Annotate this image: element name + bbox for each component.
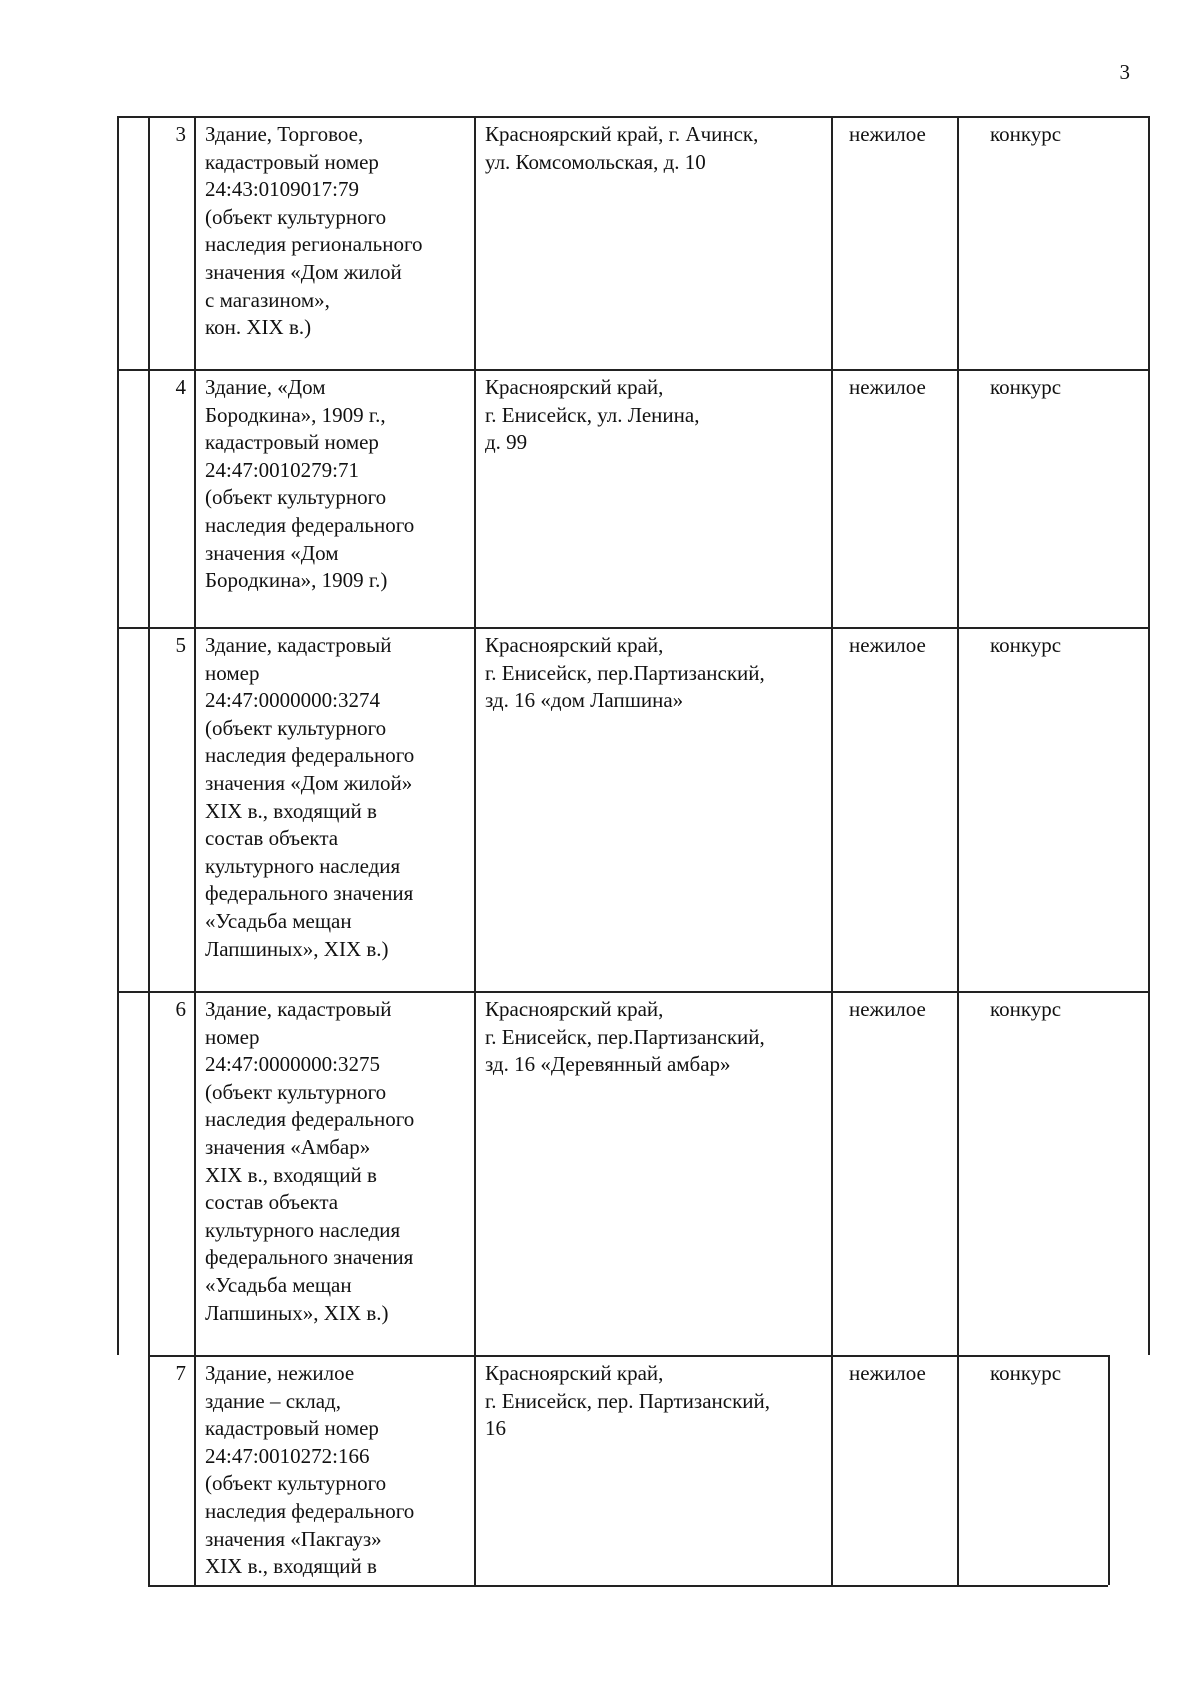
table-border-right: [1148, 627, 1150, 991]
column-divider: [957, 991, 959, 1355]
column-divider: [831, 627, 833, 991]
table-border-right: [1148, 369, 1150, 627]
row-number: 3: [175, 122, 186, 146]
column-divider: [194, 116, 196, 369]
column-divider: [194, 1355, 196, 1585]
column-divider: [194, 991, 196, 1355]
column-divider: [957, 1355, 959, 1585]
row-divider: [117, 369, 1148, 371]
row-divider: [117, 627, 1148, 629]
column-divider: [831, 1355, 833, 1585]
table-border-right: [1148, 991, 1150, 1355]
object-description: Здание, кадастровый номер 24:47:0000000:3275 (объект культурного наследия федерального значения «Амбар» XIX в., входящий в состав объекта культурного наследия федерального значения «Усадьба мещан Лапшиных», XIX в.): [205, 997, 415, 1325]
column-divider: [474, 1355, 476, 1585]
table-border-left: [148, 1355, 150, 1585]
table-border-left: [148, 116, 150, 369]
column-divider: [474, 991, 476, 1355]
row-number: 6: [175, 997, 186, 1021]
sale-method: конкурс: [990, 122, 1062, 146]
object-type: нежилое: [849, 375, 926, 399]
object-description: Здание, нежилое здание – склад, кадастровый номер 24:47:0010272:166 (объект культурного наследия федерального значения «Пакгауз» XIX в., входящий в: [205, 1361, 415, 1579]
table-border-left: [148, 627, 150, 991]
table-border-bottom: [148, 1585, 1108, 1587]
column-divider: [831, 116, 833, 369]
column-divider: [957, 627, 959, 991]
column-divider: [831, 991, 833, 1355]
page-number: 3: [1119, 60, 1130, 84]
column-divider: [831, 369, 833, 627]
object-type: нежилое: [849, 1361, 926, 1385]
row-number: 4: [175, 375, 186, 399]
object-address: Красноярский край, г. Енисейск, ул. Ленина, д. 99: [485, 375, 700, 455]
object-address: Красноярский край, г. Енисейск, пер.Партизанский, зд. 16 «Деревянный амбар»: [485, 997, 765, 1077]
sale-method: конкурс: [990, 997, 1062, 1021]
table-border-left: [148, 369, 150, 627]
column-divider: [194, 369, 196, 627]
column-divider: [194, 627, 196, 991]
table-border-right: [1108, 1355, 1110, 1585]
row-number: 5: [175, 633, 186, 657]
object-type: нежилое: [849, 122, 926, 146]
object-address: Красноярский край, г. Енисейск, пер. Партизанский, 16: [485, 1361, 770, 1441]
sale-method: конкурс: [990, 375, 1062, 399]
object-address: Красноярский край, г. Енисейск, пер.Партизанский, зд. 16 «дом Лапшина»: [485, 633, 765, 713]
column-divider: [474, 627, 476, 991]
object-type: нежилое: [849, 633, 926, 657]
object-description: Здание, «Дом Бородкина», 1909 г., кадастровый номер 24:47:0010279:71 (объект культурного наследия федерального значения «Дом Бородкина», 1909 г.): [205, 375, 415, 593]
table-border-right: [1148, 116, 1150, 369]
column-divider: [957, 369, 959, 627]
column-divider: [474, 369, 476, 627]
column-divider: [474, 116, 476, 369]
row-divider: [117, 116, 1148, 118]
row-divider: [148, 1355, 1108, 1357]
table-border-left: [148, 991, 150, 1355]
sale-method: конкурс: [990, 633, 1062, 657]
object-description: Здание, Торговое, кадастровый номер 24:43:0109017:79 (объект культурного наследия регионального значения «Дом жилой с магазином», кон. XIX в.): [205, 122, 423, 340]
row-number: 7: [175, 1361, 186, 1385]
table-border-outer-left: [117, 116, 119, 1355]
object-type: нежилое: [849, 997, 926, 1021]
column-divider: [957, 116, 959, 369]
object-description: Здание, кадастровый номер 24:47:0000000:3274 (объект культурного наследия федерального значения «Дом жилой» XIX в., входящий в состав объекта культурного наследия федерального значения «Усадьба мещан Лапшиных», XIX в.): [205, 633, 415, 961]
object-address: Красноярский край, г. Ачинск, ул. Комсомольская, д. 10: [485, 122, 759, 174]
row-divider: [117, 991, 1148, 993]
sale-method: конкурс: [990, 1361, 1062, 1385]
